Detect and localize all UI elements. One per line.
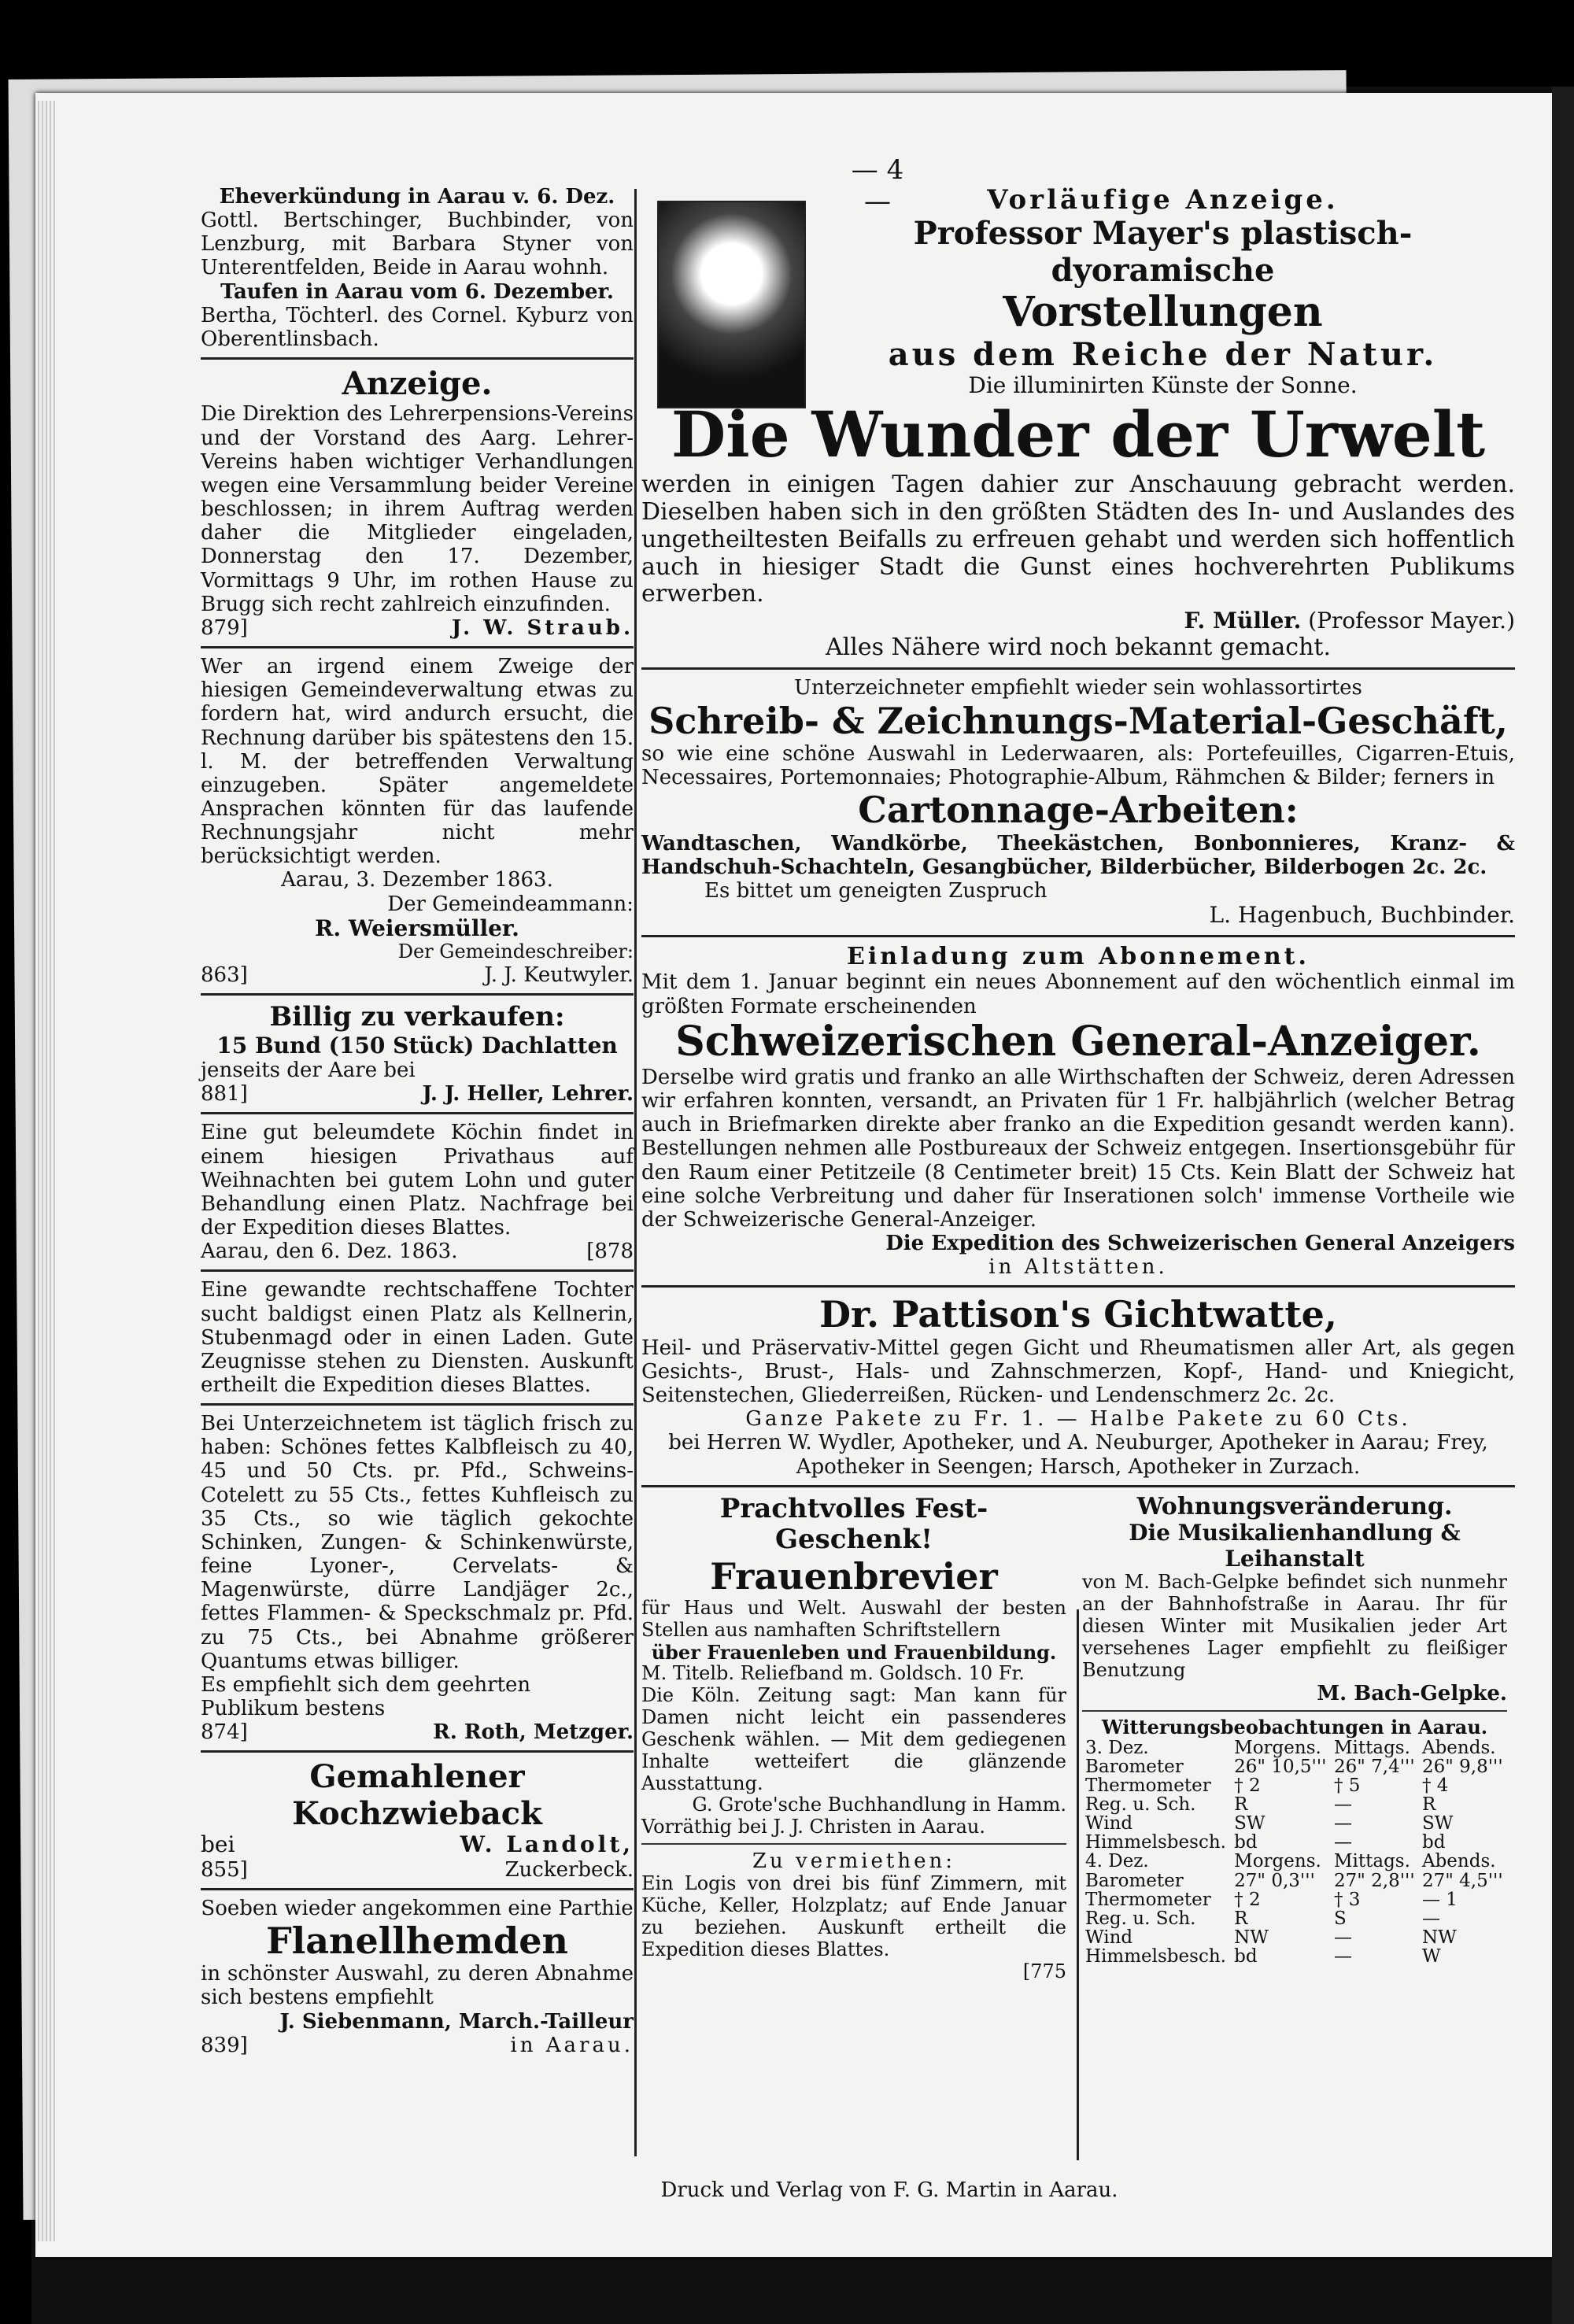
weather-row (1082, 1890, 1507, 1909)
flanell-number: 839] (201, 2033, 248, 2057)
bach-title: Wohnungsveränderung. (1136, 1492, 1453, 1520)
gemeinde-role2: Der Gemeindeschreiber: (397, 940, 634, 963)
weather-col: Mittags. (1333, 1737, 1410, 1758)
weather-col: Morgens. (1234, 1851, 1321, 1872)
weather-cell: — (1333, 1832, 1352, 1853)
billig-footer (201, 1082, 634, 1106)
gemeinde-role1: Der Gemeindeammann: (387, 892, 634, 916)
divider (641, 1285, 1515, 1288)
anzeige-text: Die Direktion des Lehrerpensions-Vereins und der Vorstand des Aarg. Lehrer-Vereins haben wichtiger Verhandlungen wegen eine Versammlung beider Vereine beschlossen; in ihrem Auftrag werden daher die Mitglieder eingeladen, Donnerstag den 17. Dezember, Vormittags 9 Uhr, im rothen Hause zu Brugg sich recht zahlreich einzufinden. (201, 402, 634, 616)
hagenbuch-title2: Cartonnage-Arbeiten: (858, 789, 1299, 832)
pattison-text: Heil- und Präservativ-Mittel gegen Gicht und Rheumatismen aller Art, als gegen Gesichts-, Brust-, Hals- und Zahnschmerzen, Kopf-, Hand- und Kniegicht, Seitenstechen, Gliederreißen, Rücken- und Lendenschmerz 2c. 2c. (641, 1336, 1515, 1408)
frauenbrevier-text2: über Frauenleben und Frauenbildung. (651, 1640, 1057, 1664)
billig-number: 881] (201, 1082, 248, 1107)
metzger-text2: Es empfiehlt sich dem geehrten Publikum bestens (201, 1672, 531, 1721)
weather-cell: † 3 (1333, 1889, 1361, 1910)
weather-row (1082, 1795, 1507, 1814)
weather-row (1082, 1871, 1507, 1890)
taufen-text: Bertha, Töchterl. des Cornel. Kyburz von Oberentlinsbach. (201, 303, 634, 351)
billig-title: Billig zu verkaufen: (269, 1001, 565, 1033)
flanell-signature: J. Siebenmann, March.-Tailleur (279, 2009, 634, 2034)
bach-title2: Die Musikalienhandlung & Leihanstalt (1129, 1520, 1461, 1572)
right-column (641, 185, 1515, 1982)
zwieback-footer (201, 1858, 634, 1882)
flanell-title: Flanellhemden (266, 1919, 568, 1962)
pattison-title: Dr. Pattison's Gichtwatte, (819, 1293, 1337, 1336)
weather-cell: — (1333, 1813, 1352, 1834)
frauenbrevier-publisher: G. Grote'sche Buchhandlung in Hamm. (692, 1794, 1066, 1816)
gemeinde-date: Aarau, 3. Dezember 1863. (281, 868, 553, 892)
weather-cell: Himmelsbesch. (1085, 1946, 1226, 1967)
metzger-footer (201, 1720, 634, 1744)
gemeinde-text: Wer an irgend einem Zweige der hiesigen Gemeindeverwaltung etwas zu fordern hat, wird andurch ersucht, die Rechnung darüber bis spätestens den 15. l. M. der betreffenden Verwaltung einzugeben. Später angemeldete Ansprachen könnten für das laufende Rechnungsjahr nicht mehr berücksichtigt werden. (201, 655, 634, 869)
koechin-text: Eine gut beleumdete Köchin findet in einem hiesigen Privathaus auf Weihnachten bei gutem Lohn und guter Behandlung einen Platz. Nachfrage bei der Expedition dieses Blattes. (201, 1121, 634, 1240)
frauenbrevier-text3: M. Titelb. Reliefband m. Goldsch. 10 Fr. (641, 1662, 1025, 1685)
weather-cell: bd (1421, 1832, 1446, 1853)
weather-row (1082, 1757, 1507, 1776)
hagenbuch-title: Schreib- & Zeichnungs-Material-Geschäft, (648, 699, 1508, 742)
mayer-signature2: (Professor Mayer.) (1308, 608, 1515, 634)
divider (201, 1112, 634, 1114)
mayer-title2: Vorstellungen (1003, 288, 1323, 337)
divider (201, 1403, 634, 1406)
abonnement-text2: Derselbe wird gratis und franko an alle Wirthschaften der Schweiz, deren Adressen wir erfahren konnten, versandt, an Privaten für 1 Fr. halbjährlich (welcher Betrag auch in Briefmarken direkte aber franko an die Expedition gesandt werden kann). Bestellungen nehmen alle Postbureaux der Schweiz entgegen. Insertionsgebühr für den Raum einer Petitzeile (8 Centimeter breit) 15 Cts. Kein Blatt der Schweiz hat eine solche Verbreitung und daher für Inserationen solch' immense Vortheile wie der Schweizerische General-Anzeiger. (641, 1065, 1515, 1232)
imprint-footer: Druck und Verlag von F. G. Martin in Aarau. (660, 2178, 1118, 2202)
billig-signature: J. J. Heller, Lehrer. (422, 1082, 634, 1107)
weather-cell: — (1333, 1794, 1352, 1815)
weather-table (1082, 1738, 1507, 1967)
mayer-close: Alles Nähere wird noch bekannt gemacht. (825, 633, 1332, 661)
zwieback-name: W. Landolt, (460, 1831, 634, 1858)
mayer-pre: Vorläufige Anzeige. (987, 184, 1339, 216)
tochter-text: Eine gewandte rechtschaffene Tochter sucht baldigst einen Platz als Kellnerin, Stubenmagd oder in einen Laden. Gute Zeugnisse stehen zu Diensten. Auskunft ertheilt die Expedition dieses Blattes. (201, 1278, 634, 1397)
divider (1082, 1710, 1507, 1712)
weather-cell: 27" 0,3''' (1234, 1870, 1315, 1891)
weather-cell: 26" 7,4''' (1333, 1756, 1415, 1777)
weather-cell: — 1 (1421, 1889, 1458, 1910)
weather-cell: R (1421, 1794, 1436, 1815)
mayer-signature: F. Müller. (1184, 608, 1302, 634)
logis-text: Ein Logis von drei bis fünf Zimmern, mit Küche, Keller, Holzplatz; auf Ende Januar zu beziehen. Auskunft ertheilt die Expedition dieses Blattes. (641, 1872, 1066, 1960)
weather-col: Abends. (1421, 1851, 1496, 1872)
weather-row (1082, 1928, 1507, 1947)
koechin-date: Aarau, den 6. Dez. 1863. (201, 1240, 458, 1264)
weather-cell: 27" 2,8''' (1333, 1870, 1415, 1891)
weather-cell: — (1333, 1946, 1352, 1967)
hagenbuch-intro: Unterzeichneter empfiehlt wieder sein wohlassortirtes (794, 676, 1362, 700)
weather-cell: SW (1421, 1813, 1454, 1834)
divider (201, 357, 634, 360)
zwieback-signature: Zuckerbeck. (504, 1857, 634, 1882)
abonnement-title: Einladung zum Abonnement. (847, 942, 1310, 970)
bach-signature: M. Bach-Gelpke. (1317, 1681, 1507, 1705)
weather-day: 3. Dez. (1085, 1737, 1149, 1758)
mayer-signature-line (641, 608, 1515, 634)
bottom-split (641, 1494, 1515, 1983)
left-column (201, 185, 634, 2057)
billig-line1: 15 Bund (150 Stück) Dachlatten (216, 1032, 618, 1059)
metzger-number: 874] (201, 1720, 248, 1745)
weather-cell: Wind (1085, 1813, 1133, 1834)
weather-col: Morgens. (1234, 1737, 1321, 1758)
page-edges (38, 101, 55, 2241)
anzeige-footer (201, 616, 634, 640)
weather-row (1082, 1814, 1507, 1833)
mayer-header (811, 185, 1515, 398)
frauenbrevier-text1: für Haus und Welt. Auswahl der besten Stellen aus namhaften Schriftstellern (641, 1596, 1066, 1641)
weather-col: Mittags. (1333, 1851, 1410, 1872)
hagenbuch-text1: so wie eine schöne Auswahl in Lederwaaren, als: Portefeuilles, Cigarren-Etuis, Necessaires, Portemonnaies; Photographie-Album, Rähmchen & Bilder; ferners in (641, 741, 1515, 790)
weather-cell: — (1333, 1927, 1352, 1948)
anzeige-title: Anzeige. (342, 365, 493, 403)
weather-col: Abends. (1421, 1737, 1496, 1758)
divider (641, 1843, 1066, 1845)
ehe-text: Gottl. Bertschinger, Buchbinder, von Lenzburg, mit Barbara Styner von Unterentfelden, Beide in Aarau wohnh. (201, 209, 634, 280)
flanell-intro: Soeben wieder angekommen eine Parthie (201, 1896, 634, 1920)
weather-day: 4. Dez. (1085, 1851, 1149, 1872)
weather-cell: NW (1234, 1927, 1269, 1948)
weather-cell: 26" 10,5''' (1234, 1756, 1327, 1777)
weather-header-row-2 (1082, 1852, 1507, 1871)
weather-title: Witterungsbeobachtungen in Aarau. (1101, 1715, 1488, 1738)
weather-cell: NW (1421, 1927, 1457, 1948)
zwieback-line (201, 1832, 634, 1857)
weather-cell: 27" 4,5''' (1421, 1870, 1503, 1891)
weather-cell: † 2 (1234, 1889, 1261, 1910)
weather-cell: W (1421, 1946, 1441, 1967)
weather-cell: Reg. u. Sch. (1085, 1794, 1196, 1815)
hagenbuch-text2: Wandtaschen, Wandkörbe, Theekästchen, Bonbonnieres, Kranz- & Handschuh-Schachteln, Gesangbücher, Bilderbücher, Bilderbogen 2c. 2c. (641, 831, 1515, 879)
weather-cell: Thermometer (1085, 1889, 1211, 1910)
bottom-left (641, 1494, 1066, 1983)
weather-row (1082, 1833, 1507, 1852)
abonnement-text1: Mit dem 1. Januar beginnt ein neues Abonnement auf den wöchentlich einmal im größten Formate erscheinenden (641, 970, 1515, 1018)
koechin-footer (201, 1240, 634, 1263)
billig-line2: jenseits der Aare bei (201, 1059, 416, 1083)
bottom-right (1082, 1494, 1507, 1983)
weather-cell: † 4 (1421, 1775, 1449, 1796)
metzger-signature: R. Roth, Metzger. (433, 1720, 634, 1745)
logis-number: [775 (1022, 1960, 1066, 1982)
frauenbrevier-text4: Die Köln. Zeitung sagt: Man kann für Damen nicht leicht ein passenderes Geschenk wählen. — Mit dem gediegenen Inhalte wetteifert die glänzende Ausstattung. (641, 1684, 1066, 1794)
gemeinde-number: 863] (201, 963, 248, 988)
weather-cell: † 5 (1333, 1775, 1361, 1796)
zwieback-title: Gemahlener Kochzwieback (292, 1758, 542, 1832)
hagenbuch-signature: L. Hagenbuch, Buchbinder. (1209, 902, 1515, 929)
divider (201, 1750, 634, 1753)
frauenbrevier-title: Frauenbrevier (710, 1554, 998, 1598)
mayer-title1: Professor Mayer's plastisch-dyoramische (913, 215, 1413, 289)
weather-header-row-1 (1082, 1738, 1507, 1757)
weather-row (1082, 1909, 1507, 1928)
zwieback-bei: bei (201, 1831, 235, 1858)
column-divider (634, 189, 637, 2156)
taufen-title: Taufen in Aarau vom 6. Dezember. (220, 279, 614, 304)
frauenbrevier-stock: Vorräthig bei J. J. Christen in Aarau. (641, 1816, 985, 1838)
weather-cell: — (1421, 1908, 1440, 1929)
flanell-text: in schönster Auswahl, zu deren Abnahme sich bestens empfiehlt (201, 1962, 634, 2010)
weather-cell: Thermometer (1085, 1775, 1211, 1796)
abonnement-title2: Schweizerischen General-Anzeiger. (675, 1017, 1481, 1066)
weather-cell: bd (1234, 1946, 1258, 1967)
abonnement-signature: Die Expedition des Schweizerischen General Anzeigers (885, 1232, 1515, 1256)
hagenbuch-text3: Es bittet um geneigten Zuspruch (704, 878, 1047, 903)
weather-cell: S (1333, 1908, 1347, 1929)
gemeinde-name2: J. J. Keutwyler. (484, 963, 634, 988)
divider (641, 1485, 1515, 1487)
frauenbrevier-pre: Prachtvolles Fest-Geschenk! (719, 1492, 988, 1556)
weather-cell: SW (1234, 1813, 1265, 1834)
weather-cell: Himmelsbesch. (1085, 1832, 1226, 1853)
mayer-big-title: Die Wunder der Urwelt (671, 397, 1486, 472)
gemeinde-name1: R. Weiersmüller. (315, 914, 519, 941)
koechin-number: [878 (586, 1240, 634, 1264)
weather-cell: Barometer (1085, 1756, 1184, 1777)
divider (641, 667, 1515, 670)
page-number: — 4 — (851, 154, 904, 217)
anzeige-signature: J. W. Straub. (451, 615, 634, 640)
zwieback-number: 855] (201, 1857, 248, 1882)
weather-row (1082, 1776, 1507, 1795)
weather-row (1082, 1947, 1507, 1966)
abonnement-signature2: in Altstätten. (988, 1255, 1168, 1280)
flanell-place: in Aarau. (510, 2033, 634, 2057)
mayer-sub: Die illuminirten Künste der Sonne. (968, 371, 1358, 398)
mayer-text: werden in einigen Tagen dahier zur Anschauung gebracht werden. Dieselben haben sich in den größten Städten des In- und Auslandes des ungetheiltesten Beifalls zu erfreuen gehabt und werden sich hoffentlich auch in hiesiger Stadt die Gunst eines hochverehrten Publikums erwerben. (641, 471, 1515, 608)
weather-cell: Wind (1085, 1927, 1133, 1948)
divider (201, 993, 634, 996)
weather-cell: 26" 9,8''' (1421, 1756, 1503, 1777)
gemeinde-footer (201, 963, 634, 987)
logis-title: Zu vermiethen: (752, 1849, 956, 1874)
flanell-footer (201, 2034, 634, 2057)
pattison-dealers: bei Herren W. Wydler, Apotheker, und A. Neuburger, Apotheker in Aarau; Frey, Apotheker in Seengen; Harsch, Apotheker in Zurzach. (668, 1431, 1488, 1479)
divider (201, 646, 634, 648)
weather-cell: † 2 (1234, 1775, 1261, 1796)
divider (201, 1888, 634, 1890)
pattison-price: Ganze Pakete zu Fr. 1. — Halbe Pakete zu 60 Cts. (745, 1407, 1411, 1432)
weather-cell: Barometer (1085, 1870, 1184, 1891)
scan-border-right (1552, 87, 1574, 2324)
weather-cell: R (1234, 1794, 1248, 1815)
mayer-title3: aus dem Reiche der Natur. (888, 335, 1438, 373)
bach-text: von M. Bach-Gelpke befindet sich nunmehr an der Bahnhofstraße in Aarau. Ihr für diesen Winter mit Musikalien jeder Art versehenes Lager empfiehlt zu fleißiger Benutzung (1082, 1571, 1507, 1681)
weather-cell: Reg. u. Sch. (1085, 1908, 1196, 1929)
anzeige-number: 879] (201, 615, 248, 640)
weather-cell: R (1234, 1908, 1248, 1929)
ehe-title: Eheverkündung in Aarau v. 6. Dez. (219, 185, 615, 209)
weather-cell: bd (1234, 1832, 1258, 1853)
metzger-text: Bei Unterzeichnetem ist täglich frisch zu haben: Schönes fettes Kalbfleisch zu 40, 45 und 50 Cts. pr. Pfd., Schweins-Cotelett zu 55 Cts., fettes Kuhfleisch zu 35 Cts., so wie täglich gekochte Schinken, Zungen- & Schinkenwürste, feine Lyoner-, Cervelats- & Magenwürste, dürre Landjäger 2c., fettes Flammen- & Speckschmalz pr. Pfd. zu 75 Cts., bei Abnahme größerer Quantums etwas billiger. (201, 1412, 634, 1673)
divider (641, 935, 1515, 937)
divider (201, 1269, 634, 1272)
